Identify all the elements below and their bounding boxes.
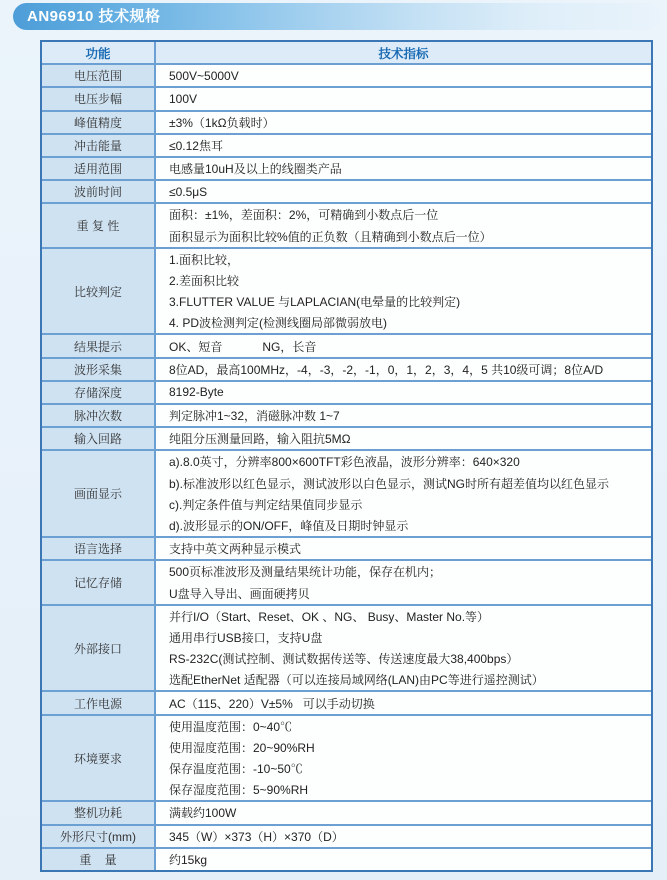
value-line: RS-232C(测试控制、测试数据传送等、传送速度最大38,400bps）: [169, 652, 519, 667]
value-line: 500V~5000V: [169, 68, 239, 83]
row-label: 输入回路: [42, 428, 156, 449]
value-line: 判定脉冲1~32，消磁脉冲数 1~7: [169, 409, 340, 424]
table-header-row: [42, 42, 651, 63]
value-line: 8位AD，最高100MHz，-4，-3，-2，-1，0，1，2，3，4，5 共10级可调；8位A/D: [169, 362, 604, 377]
row-label: 语言选择: [42, 538, 156, 559]
row-value: [156, 382, 651, 403]
table-row: [42, 247, 651, 334]
header-spec: 技术指标: [378, 46, 429, 61]
row-value: [156, 692, 651, 713]
page-title: AN96910 技术规格: [27, 8, 161, 25]
table-row: [42, 133, 651, 156]
table-row: [42, 86, 651, 109]
row-value: [156, 112, 651, 133]
value-line: 选配EtherNet 适配器（可以连接局域网络(LAN)由PC等进行遥控测试）: [169, 673, 544, 688]
table-row: [42, 559, 651, 603]
value-line: a).8.0英寸，分辨率800×600TFT彩色液晶，波形分辨率：640×320: [169, 455, 520, 470]
value-line: 使用温度范围：0~40℃: [169, 719, 293, 734]
value-line: 面积显示为面积比较%值的正负数（且精确到小数点后一位）: [169, 229, 492, 244]
row-value: [156, 335, 651, 356]
value-line: 345（W）×373（H）×370（D）: [169, 829, 344, 844]
row-label: 环境要求: [42, 716, 156, 801]
value-line: 保存温度范围：-10~50℃: [169, 762, 303, 777]
table-row: [42, 800, 651, 823]
row-label: 重 量: [42, 849, 156, 870]
row-label: 整机功耗: [42, 802, 156, 823]
value-line: b).标准波形以红色显示，测试波形以白色显示，测试NG时所有超差值均以红色显示: [169, 476, 610, 491]
table-row: [42, 179, 651, 202]
table-row: [42, 202, 651, 246]
spec-table: [40, 40, 653, 872]
value-line: OK、短音 NG，长音: [169, 339, 317, 354]
value-line: 电感量10uH及以上的线圈类产品: [169, 162, 342, 177]
row-label: 重 复 性: [42, 204, 156, 246]
row-value: [156, 538, 651, 559]
table-row: [42, 847, 651, 870]
value-line: d).波形显示的ON/OFF，峰值及日期时钟显示: [169, 519, 409, 534]
table-row: [42, 110, 651, 133]
row-label: 存储深度: [42, 382, 156, 403]
value-line: 1.面积比较，: [169, 252, 240, 267]
row-value: [156, 606, 651, 691]
value-line: ≤0.12焦耳: [169, 138, 223, 153]
value-line: 约15kg: [169, 852, 208, 867]
table-row: [42, 333, 651, 356]
value-line: 100V: [169, 91, 198, 106]
row-label: 波前时间: [42, 181, 156, 202]
row-value: [156, 359, 651, 380]
row-value: [156, 181, 651, 202]
table-row: [42, 824, 651, 847]
table-row: [42, 426, 651, 449]
table-row: [42, 604, 651, 691]
row-label: 外形尺寸(mm): [42, 826, 156, 847]
row-value: [156, 561, 651, 603]
row-value: [156, 451, 651, 536]
row-value: [156, 826, 651, 847]
row-value: [156, 249, 651, 334]
value-line: AC（115、220）V±5% 可以手动切换: [169, 696, 375, 711]
header-spec-cell: [156, 42, 651, 63]
value-line: 并行I/O（Start、Reset、OK 、NG、 Busy、Master No.等）: [169, 609, 490, 624]
row-label: 冲击能量: [42, 135, 156, 156]
value-line: 保存湿度范围：5~90%RH: [169, 783, 309, 798]
row-label: 比较判定: [42, 249, 156, 334]
row-value: [156, 88, 651, 109]
row-value: [156, 135, 651, 156]
row-label: 画面显示: [42, 451, 156, 536]
row-label: 工作电源: [42, 692, 156, 713]
table-row: [42, 156, 651, 179]
value-line: 纯阻分压测量回路，输入阻抗5MΩ: [169, 432, 351, 447]
value-line: 4. PD波检测判定(检测线圈局部微弱放电): [169, 316, 388, 331]
table-row: [42, 449, 651, 536]
table-row: [42, 690, 651, 713]
table-row: [42, 714, 651, 801]
value-line: ±3%（1kΩ负载时）: [169, 115, 275, 130]
table-row: [42, 63, 651, 86]
row-value: [156, 802, 651, 823]
value-line: 500页标准波形及测量结果统计功能，保存在机内；: [169, 565, 442, 580]
row-value: [156, 204, 651, 246]
row-value: [156, 158, 651, 179]
row-label: 波形采集: [42, 359, 156, 380]
value-line: 2.差面积比较: [169, 273, 240, 288]
row-label: 电压范围: [42, 65, 156, 86]
page-title-bar: [13, 3, 660, 30]
row-value: [156, 65, 651, 86]
row-label: 脉冲次数: [42, 405, 156, 426]
value-line: 通用串行USB接口，支持U盘: [169, 630, 323, 645]
value-line: U盘导入导出、画面硬拷贝: [169, 586, 310, 601]
table-row: [42, 403, 651, 426]
value-line: 支持中英文两种显示模式: [169, 542, 302, 557]
row-value: [156, 428, 651, 449]
value-line: ≤0.5μS: [169, 184, 208, 199]
row-label: 结果提示: [42, 335, 156, 356]
table-row: [42, 380, 651, 403]
row-label: 峰值精度: [42, 112, 156, 133]
value-line: c).判定条件值与判定结果值同步显示: [169, 497, 363, 512]
row-label: 适用范围: [42, 158, 156, 179]
header-function: 功能: [42, 42, 156, 63]
row-value: [156, 405, 651, 426]
row-label: 记忆存储: [42, 561, 156, 603]
row-value: [156, 716, 651, 801]
row-value: [156, 849, 651, 870]
value-line: 满载约100W: [169, 806, 237, 821]
table-body: [42, 63, 651, 870]
table-row: [42, 536, 651, 559]
value-line: 3.FLUTTER VALUE 与LAPLACIAN(电晕量的比较判定): [169, 295, 461, 310]
value-line: 面积：±1%，差面积：2%，可精确到小数点后一位: [169, 208, 439, 223]
row-label: 外部接口: [42, 606, 156, 691]
value-line: 8192-Byte: [169, 385, 224, 400]
value-line: 使用湿度范围：20~90%RH: [169, 740, 315, 755]
table-row: [42, 357, 651, 380]
row-label: 电压步幅: [42, 88, 156, 109]
